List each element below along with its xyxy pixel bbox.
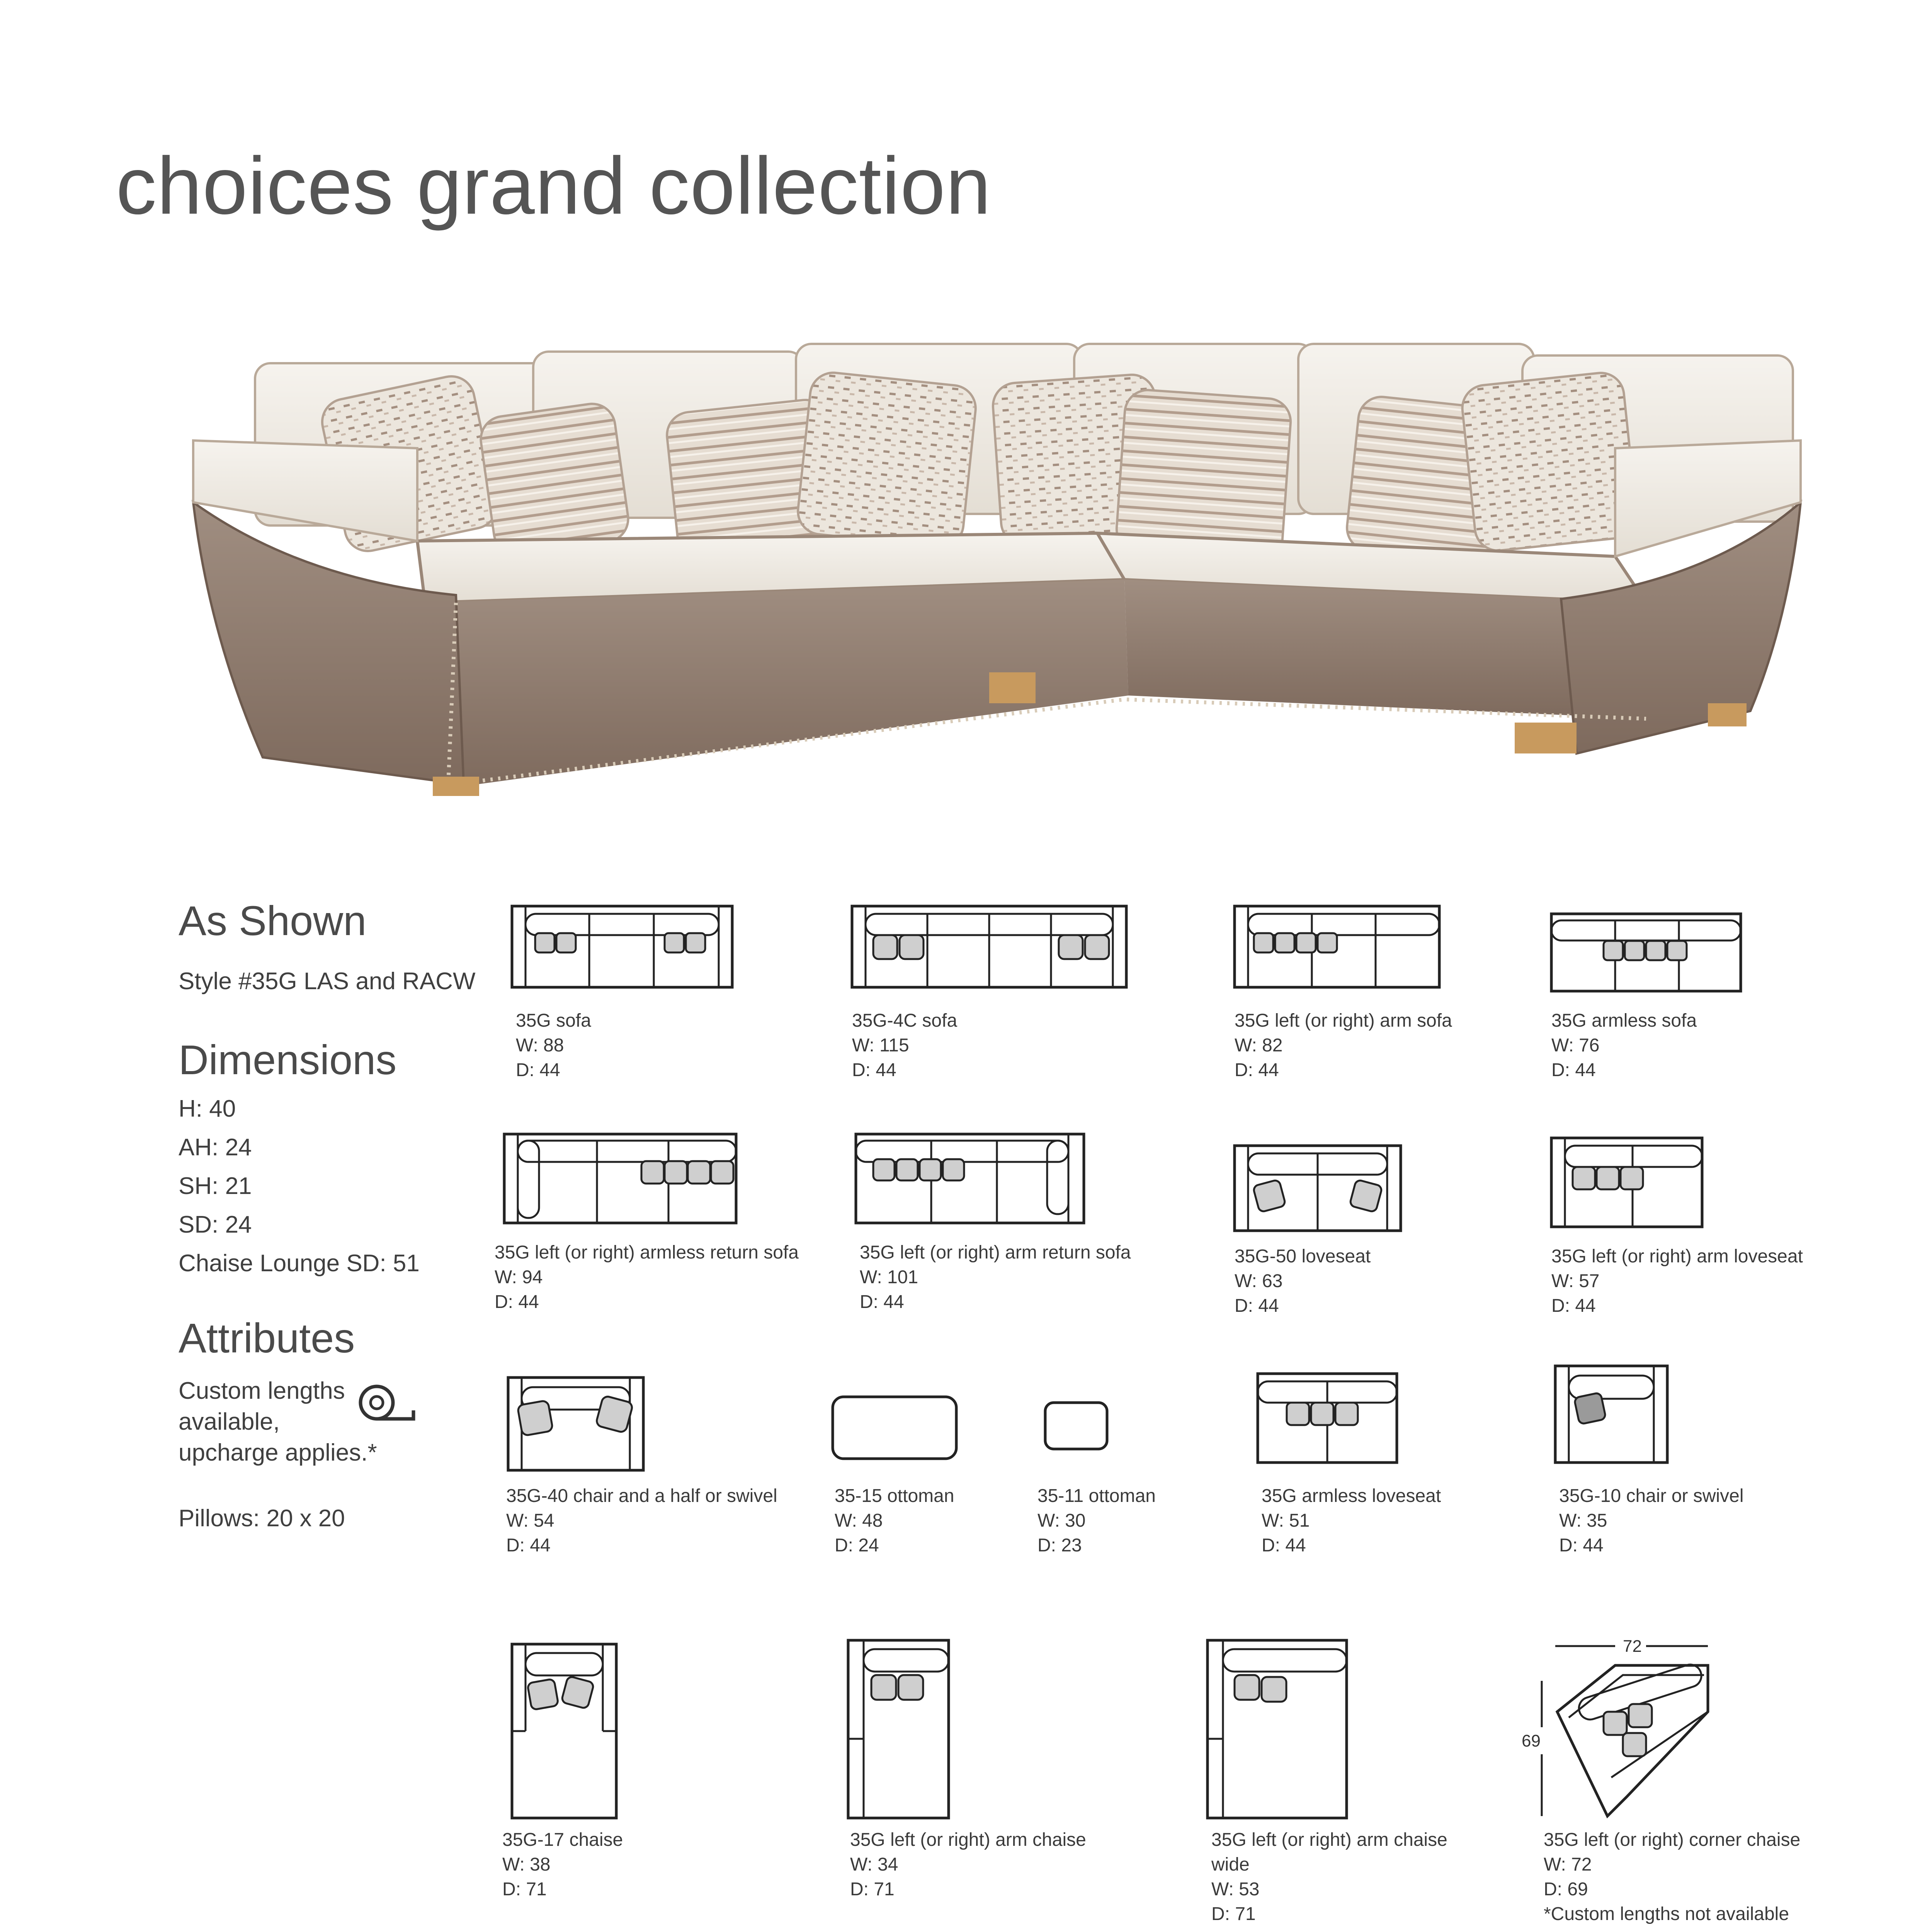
attributes-heading: Attributes [179,1315,355,1361]
piece-depth: D: 71 [1211,1904,1256,1924]
diagram-35g-arm-loveseat [1549,1136,1704,1229]
piece-label: 35G-4C sofa [852,1010,957,1031]
dimension-seat-height: SH: 21 [179,1173,252,1199]
piece-label: 35G left (or right) corner chaise [1544,1830,1801,1850]
pillows-size: Pillows: 20 x 20 [179,1505,345,1532]
piece-width: W: 35 [1559,1510,1607,1531]
diagram-35g-40-chair-and-a-half [506,1376,645,1472]
dimension-arm-height: AH: 24 [179,1134,252,1161]
piece-depth: D: 44 [852,1060,896,1080]
diagram-35g-arm-chaise [846,1638,951,1820]
piece-label: 35-11 ottoman [1037,1486,1156,1506]
piece-label: 35G left (or right) arm chaise [1211,1830,1447,1850]
piece-depth: D: 44 [495,1292,539,1312]
diagram-35-11-ottoman [1043,1401,1109,1451]
diagram-35g-50-loveseat [1233,1144,1403,1233]
diagram-35g-17-chaise [510,1642,618,1820]
piece-depth: D: 44 [1551,1296,1596,1316]
piece-label: 35G left (or right) arm sofa [1235,1010,1452,1031]
piece-label: 35G armless loveseat [1262,1486,1441,1506]
piece-width: W: 88 [516,1035,564,1056]
diagram-35g-10-chair [1553,1364,1669,1464]
piece-width: W: 72 [1544,1854,1592,1875]
piece-depth: D: 69 [1544,1879,1588,1900]
diagram-35g-4c-sofa [850,904,1128,989]
piece-depth: D: 44 [1551,1060,1596,1080]
as-shown-style: Style #35G LAS and RACW [179,968,476,995]
attributes-line-2: available, [179,1408,280,1435]
dimension-72: 72 [1623,1637,1642,1656]
diagram-35g-arm-chaise-wide [1206,1638,1349,1820]
dimension-chaise-seat-depth: Chaise Lounge SD: 51 [179,1250,420,1277]
tape-measure-icon [355,1379,421,1430]
piece-label: 35G left (or right) arm loveseat [1551,1246,1803,1267]
piece-label: 35G-40 chair and a half or swivel [506,1486,777,1506]
piece-wide-note: wide [1211,1854,1250,1875]
piece-label: 35G left (or right) armless return sofa [495,1242,799,1263]
piece-width: W: 101 [860,1267,918,1287]
piece-depth: D: 44 [506,1535,551,1556]
piece-label: 35G-10 chair or swivel [1559,1486,1744,1506]
piece-width: W: 82 [1235,1035,1283,1056]
piece-depth: D: 71 [850,1879,895,1900]
piece-width: W: 30 [1037,1510,1086,1531]
piece-width: W: 57 [1551,1271,1600,1291]
diagram-35g-armless-return-sofa [502,1132,738,1225]
piece-width: W: 51 [1262,1510,1310,1531]
piece-width: W: 34 [850,1854,898,1875]
diagram-35g-armless-loveseat [1256,1372,1399,1464]
attributes-line-3: upcharge applies.* [179,1439,377,1466]
piece-label: 35G-50 loveseat [1235,1246,1371,1267]
attributes-line-1: Custom lengths [179,1378,345,1404]
piece-width: W: 38 [502,1854,551,1875]
piece-label: 35G left (or right) arm return sofa [860,1242,1131,1263]
diagram-35g-corner-chaise [1522,1634,1743,1824]
diagram-35g-arm-return-sofa [854,1132,1086,1225]
piece-depth: D: 23 [1037,1535,1082,1556]
dimension-seat-depth: SD: 24 [179,1211,252,1238]
piece-width: W: 94 [495,1267,543,1287]
piece-depth: D: 44 [860,1292,904,1312]
diagram-35g-arm-sofa [1233,904,1441,989]
sectional-sofa-photo [185,286,1808,796]
piece-label: 35G left (or right) arm chaise [850,1830,1086,1850]
piece-depth: D: 71 [502,1879,547,1900]
piece-depth: D: 24 [835,1535,879,1556]
dimension-height: H: 40 [179,1095,236,1122]
piece-label: 35G sofa [516,1010,591,1031]
as-shown-heading: As Shown [179,897,367,944]
piece-depth: D: 44 [1262,1535,1306,1556]
piece-label: 35G-17 chaise [502,1830,623,1850]
piece-label: 35-15 ottoman [835,1486,954,1506]
diagram-35-15-ottoman [831,1395,958,1461]
diagram-35g-sofa [510,904,734,989]
piece-label: 35G armless sofa [1551,1010,1697,1031]
piece-width: W: 54 [506,1510,554,1531]
dimensions-heading: Dimensions [179,1036,397,1083]
piece-width: W: 76 [1551,1035,1600,1056]
piece-depth: D: 44 [1235,1060,1279,1080]
piece-width: W: 63 [1235,1271,1283,1291]
page-title: choices grand collection [116,140,992,231]
piece-depth: D: 44 [516,1060,560,1080]
piece-width: W: 115 [852,1035,909,1056]
dimension-69: 69 [1522,1731,1541,1750]
piece-note: *Custom lengths not available [1544,1904,1789,1924]
piece-width: W: 48 [835,1510,883,1531]
piece-depth: D: 44 [1559,1535,1604,1556]
piece-width: W: 53 [1211,1879,1260,1900]
diagram-35g-armless-sofa [1549,912,1743,993]
piece-depth: D: 44 [1235,1296,1279,1316]
